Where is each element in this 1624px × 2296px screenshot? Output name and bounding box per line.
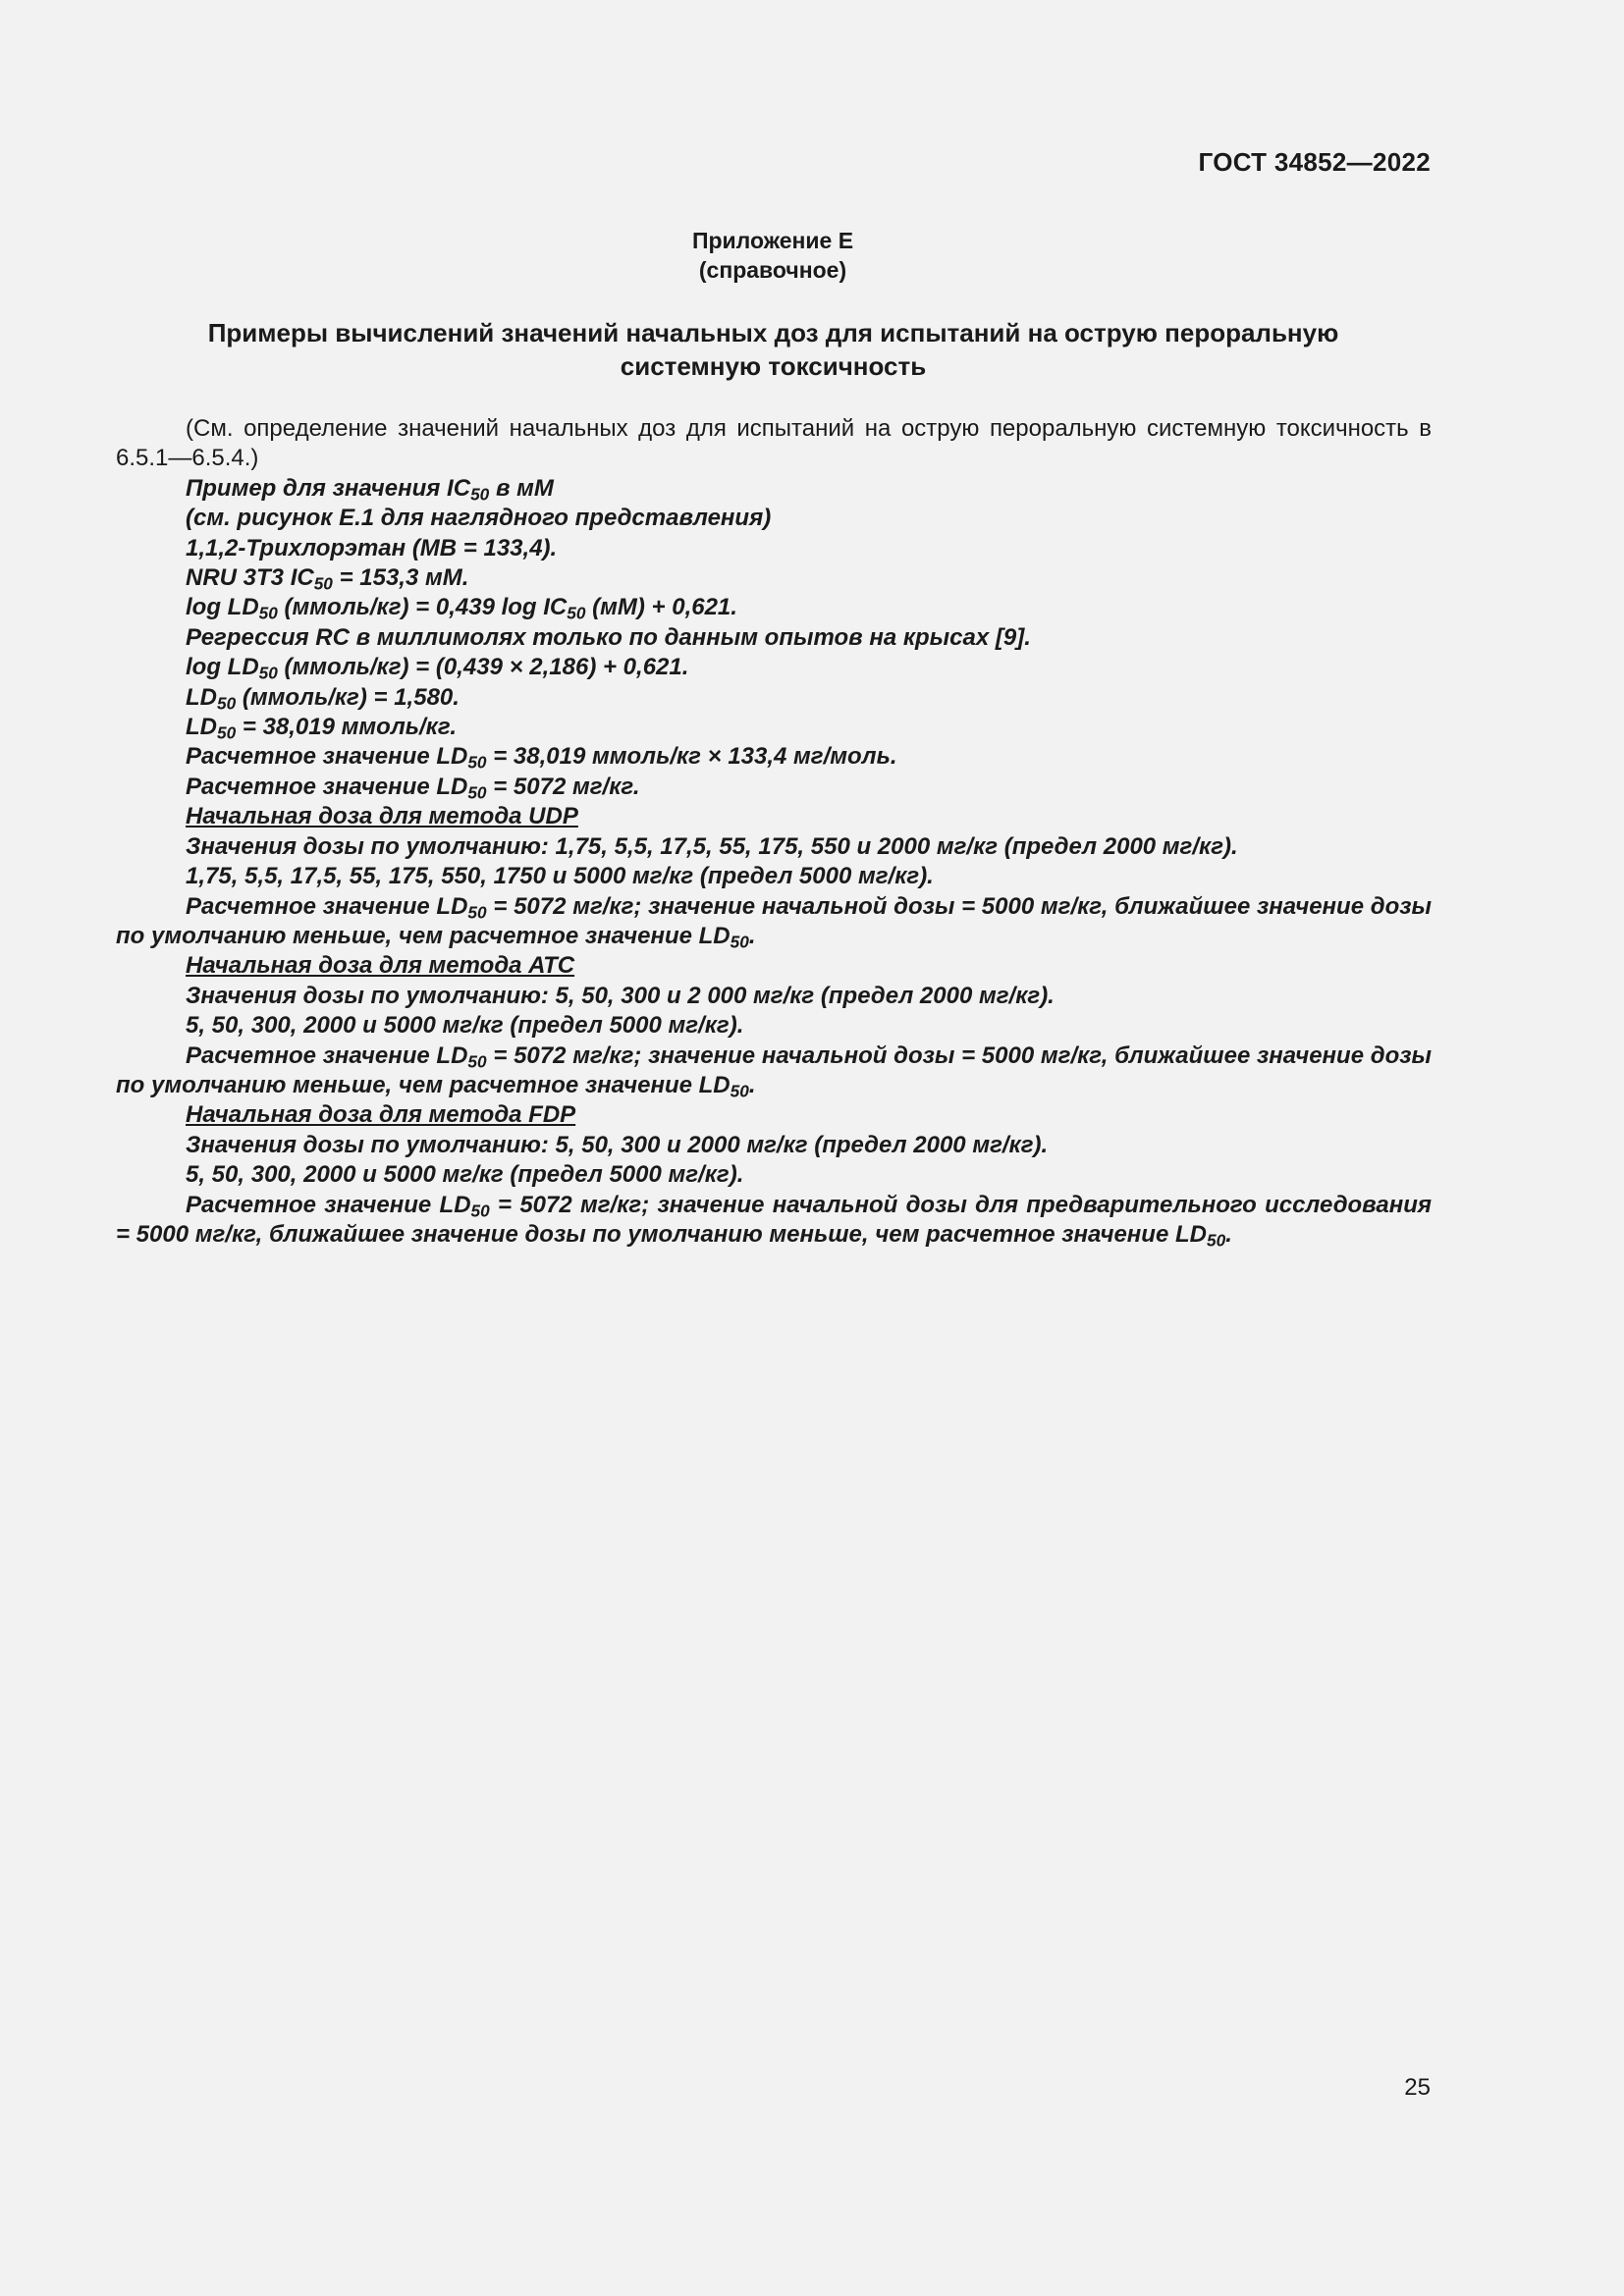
text-line: 5, 50, 300, 2000 и 5000 мг/кг (предел 5000 мг/кг). [186,1161,744,1189]
text-line: Регрессия RC в миллимолях только по данным опытов на крысах [9]. [186,623,1031,651]
document-id: ГОСТ 34852—2022 [1198,147,1431,177]
page-number: 25 [1404,2074,1431,2101]
section-title [118,316,1429,383]
section-title-line: Примеры вычислений значений начальных доз для испытаний на острую пероральную [207,318,1339,347]
text-line: Расчетное значение $LD_{50} = 38,019$ ммоль/кг × 133,4 мг/моль. [186,743,897,773]
text-line: (см. рисунок Е.1 для наглядного представления) [186,505,772,532]
text-line: $LD_{50} = 38,019$ ммоль/кг. [186,714,457,743]
document-body [116,414,1432,1250]
text-line: $\log LD_{50}$ (ммоль/кг) = (0,439 × 2,186) + 0,621. [186,654,689,683]
text-line: 5, 50, 300, 2000 и 5000 мг/кг (предел 5000 мг/кг). [186,1012,744,1040]
text-line: Расчетное значение $LD_{50} = 5072$ мг/кг. [186,773,640,803]
text-line: Значения дозы по умолчанию: 1,75, 5,5, 17,5, 55, 175, 550 и 2000 мг/кг (предел 2000 мг/кг). [186,832,1238,860]
subheading-fdp: Начальная доза для метода FDP [186,1101,576,1129]
appendix-heading [0,226,1545,285]
text-line: $\log LD_{50}$ (ммоль/кг) = 0,439 $\log IC_{50}$ (мМ) + 0,621. [186,594,737,623]
text-line: Пример для значения $IC_{50}$ в мМ [186,474,554,505]
text-paragraph: Расчетное значение $LD_{50} = 5072$ мг/кг; значение начальной дозы = 5000 мг/кг, ближайшее значение дозы по умолчанию меньше, чем расчетное значение $LD_{50}$. [116,892,1432,952]
text-paragraph: Расчетное значение $LD_{50} = 5072$ мг/кг; значение начальной дозы = 5000 мг/кг, ближайшее значение дозы по умолчанию меньше, чем расчетное значение $LD_{50}$. [116,1041,1432,1101]
text-line: NRU 3T3 $IC_{50} = 153,3$ мМ. [186,564,469,594]
section-title-line: системную токсичность [620,351,927,381]
subheading-udp: Начальная доза для метода UDP [186,803,578,830]
text-line: Значения дозы по умолчанию: 5, 50, 300 и 2000 мг/кг (предел 2000 мг/кг). [186,1131,1049,1158]
text-line: 1,1,2-Трихлорэтан (МВ = 133,4). [186,534,558,561]
intro-paragraph: (См. определение значений начальных доз для испытаний на острую пероральную системную токсичность в 6.5.1—6.5.4.) [116,415,1432,472]
subheading-atc: Начальная доза для метода АТС [186,952,575,980]
text-paragraph: Расчетное значение $LD_{50} = 5072$ мг/кг; значение начальной дозы для предварительного исследования = 5000 мг/кг, ближайшее значение дозы по умолчанию меньше, чем расчетное значение $LD_{50}$. [116,1191,1433,1251]
appendix-type: (справочное) [698,257,847,283]
text-line: 1,75, 5,5, 17,5, 55, 175, 550, 1750 и 5000 мг/кг (предел 5000 мг/кг). [186,863,934,890]
text-line: $LD_{50}$ (ммоль/кг) = 1,580. [186,683,460,713]
text-line: Значения дозы по умолчанию: 5, 50, 300 и 2 000 мг/кг (предел 2000 мг/кг). [186,982,1055,1009]
appendix-label: Приложение Е [691,228,854,253]
